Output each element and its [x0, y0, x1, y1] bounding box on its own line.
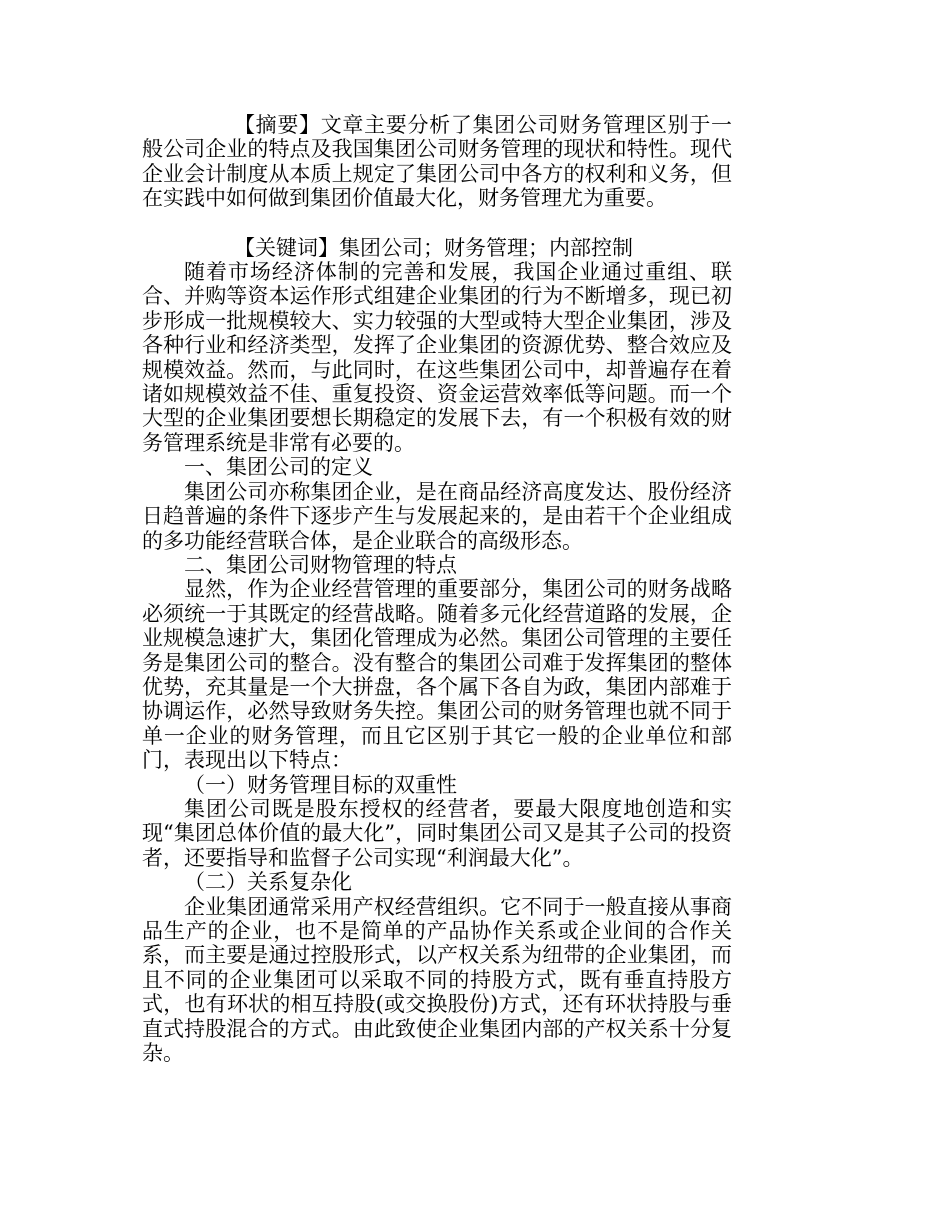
section-1-heading: 一、集团公司的定义	[184, 455, 373, 480]
subsection-1-paragraph: 集团公司既是股东授权的经营者，要最大限度地创造和实现“集团总体价值的最大化”，同时集团公司又是其子公司的投资者，还要指导和监督子公司实现“利润最大化”。	[142, 796, 732, 870]
section-1-paragraph: 集团公司亦称集团企业，是在商品经济高度发达、股份经济日趋普遍的条件下逐步产生与发展起来的，是由若干个企业组成的多功能经营联合体，是企业联合的高级形态。	[142, 479, 732, 553]
subsection-1-heading: （一）财务管理目标的双重性	[184, 772, 457, 797]
keywords-paragraph: 【关键词】集团公司；财务管理；内部控制	[234, 235, 633, 260]
subsection-2-paragraph: 企业集团通常采用产权经营组织。它不同于一般直接从事商品生产的企业，也不是简单的产品协作关系或企业间的合作关系，而主要是通过控股形式，以产权关系为纽带的企业集团，而且不同的企业集团可以采取不同的持股方式，既有垂直持股方式，也有环状的相互持股(或交换股份)方式，还有环状持股与垂直式持股混合的方式。由此致使企业集团内部的产权关系十分复杂。	[142, 894, 732, 1066]
abstract-paragraph: 【摘要】文章主要分析了集团公司财务管理区别于一般公司企业的特点及我国集团公司财务管理的现状和特性。现代企业会计制度从本质上规定了集团公司中各方的权利和义务，但在实践中如何做到集团价值最大化，财务管理尤为重要。	[142, 113, 732, 211]
document-page	[142, 113, 732, 1065]
section-2-heading: 二、集团公司财物管理的特点	[184, 552, 457, 577]
section-2-paragraph: 显然，作为企业经营管理的重要部分，集团公司的财务战略必须统一于其既定的经营战略。随着多元化经营道路的发展，企业规模急速扩大，集团化管理成为必然。集团公司管理的主要任务是集团公司的整合。没有整合的集团公司难于发挥集团的整体优势，充其量是一个大拼盘，各个属下各自为政，集团内部难于协调运作，必然导致财务失控。集团公司的财务管理也就不同于单一企业的财务管理，而且它区别于其它一般的企业单位和部门，表现出以下特点：	[142, 577, 732, 773]
subsection-2-heading: （二）关系复杂化	[184, 870, 352, 895]
intro-paragraph: 随着市场经济体制的完善和发展，我国企业通过重组、联合、并购等资本运作形式组建企业集团的行为不断增多，现已初步形成一批规模较大、实力较强的大型或特大型企业集团，涉及各种行业和经济类型，发挥了企业集团的资源优势、整合效应及规模效益。然而，与此同时，在这些集团公司中，却普遍存在着诸如规模效益不佳、重复投资、资金运营效率低等问题。而一个大型的企业集团要想长期稳定的发展下去，有一个积极有效的财务管理系统是非常有必要的。	[142, 260, 732, 455]
